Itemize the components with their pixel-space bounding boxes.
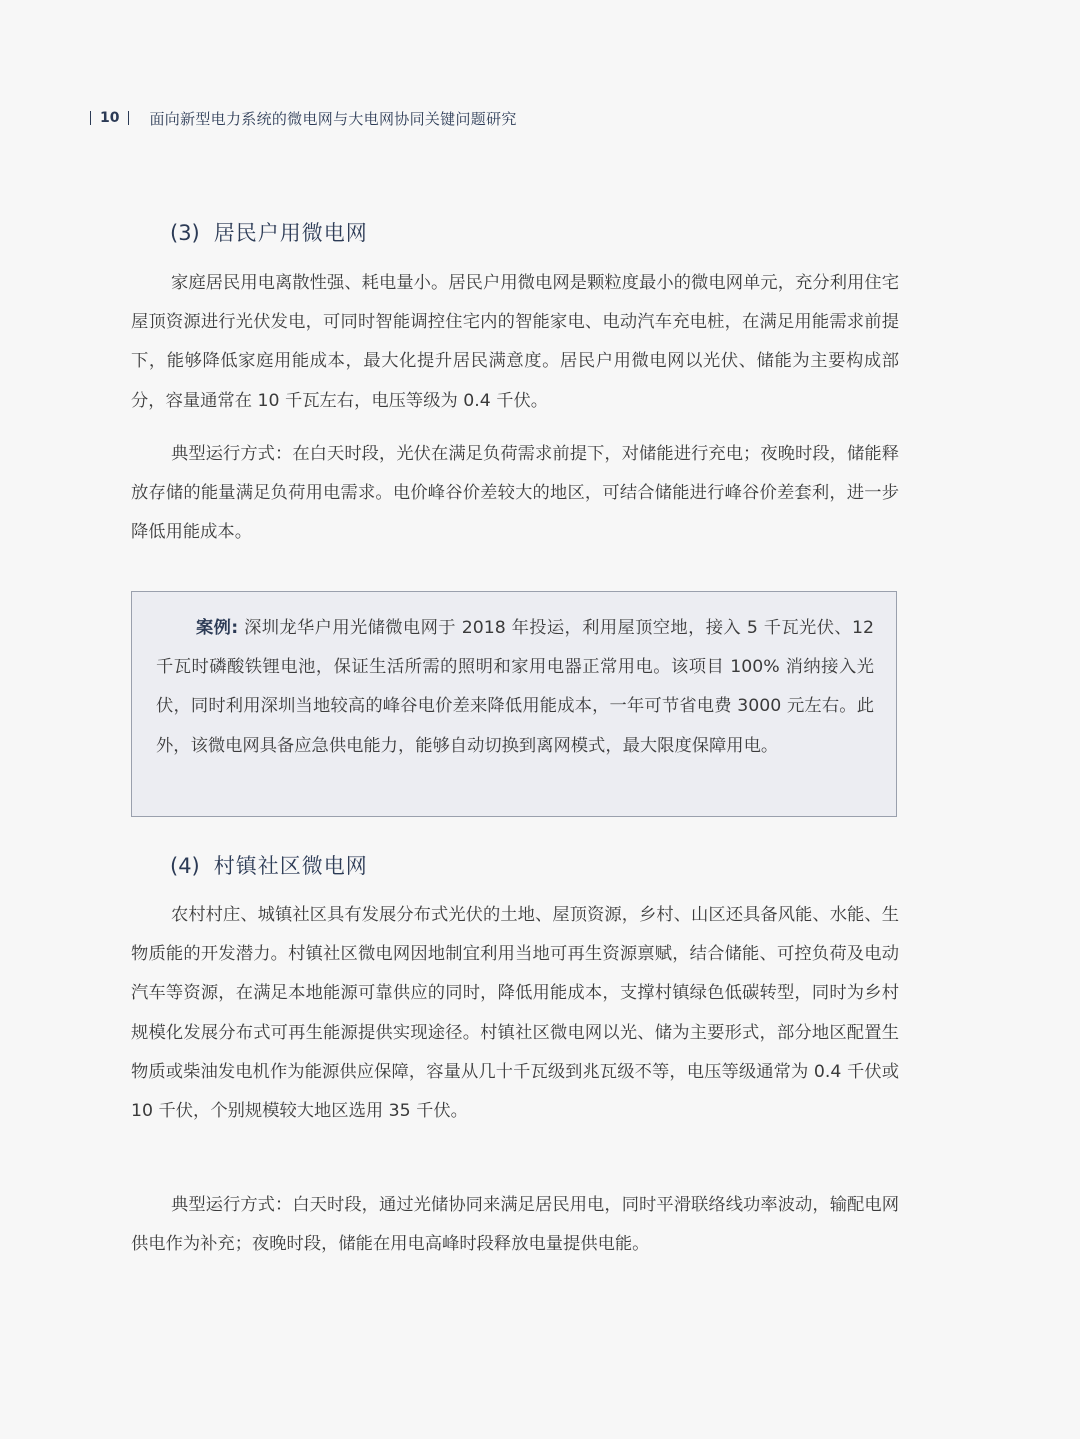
- header-divider-left: [90, 111, 91, 125]
- case-study-label: 案例:: [196, 618, 239, 638]
- section-4-title: 村镇社区微电网: [213, 854, 368, 878]
- header-divider-right: [128, 111, 129, 125]
- section-4-paragraph-1: 农村村庄、城镇社区具有发展分布式光伏的土地、屋顶资源，乡村、山区还具备风能、水能、生物质能的开发潜力。村镇社区微电网因地制宜利用当地可再生资源禀赋，结合储能、可控负荷及电动汽车等资源，在满足本地能源可靠供应的同时，降低用能成本，支撑村镇绿色低碳转型，同时为乡村规模化发展分布式可再生能源提供实现途径。村镇社区微电网以光、储为主要形式，部分地区配置生物质或柴油发电机作为能源供应保障，容量从几十千瓦级到兆瓦级不等，电压等级通常为 0.4 千伏或 10 千伏，个别规模较大地区选用 35 千伏。: [131, 905, 899, 1122]
- header-title: 面向新型电力系统的微电网与大电网协同关键问题研究: [149, 109, 517, 128]
- section-3-title: 居民户用微电网: [213, 221, 368, 245]
- section-3-paragraph-2: 典型运行方式：在白天时段，光伏在满足负荷需求前提下，对储能进行充电；夜晚时段，储能释放存储的能量满足负荷用电需求。电价峰谷价差较大的地区，可结合储能进行峰谷价差套利，进一步降低用能成本。: [131, 444, 899, 543]
- section-4-heading: [170, 850, 368, 880]
- section-3-heading: [170, 217, 368, 247]
- case-study-text: [156, 609, 874, 766]
- running-header: [90, 104, 517, 132]
- section-3-paragraph-1: 家庭居民用电离散性强、耗电量小。居民户用微电网是颗粒度最小的微电网单元，充分利用住宅屋顶资源进行光伏发电，可同时智能调控住宅内的智能家电、电动汽车充电桩，在满足用能需求前提下，能够降低家庭用能成本，最大化提升居民满意度。居民户用微电网以光伏、储能为主要构成部分，容量通常在 10 千瓦左右，电压等级为 0.4 千伏。: [131, 273, 899, 411]
- page-number: 10: [100, 110, 120, 126]
- case-study-body: 深圳龙华户用光储微电网于 2018 年投运，利用屋顶空地，接入 5 千瓦光伏、12 千瓦时磷酸铁锂电池，保证生活所需的照明和家用电器正常用电。该项目 100% 消纳接入光伏，同时利用深圳当地较高的峰谷电价差来降低用能成本，一年可节省电费 3000 元左右。此外，该微电网具备应急供电能力，能够自动切换到离网模式，最大限度保障用电。: [156, 618, 874, 756]
- section-4-paragraph-2: 典型运行方式：白天时段，通过光储协同来满足居民用电，同时平滑联络线功率波动，输配电网供电作为补充；夜晚时段，储能在用电高峰时段释放电量提供电能。: [131, 1195, 899, 1255]
- section-3-number: (3): [170, 221, 200, 245]
- case-study-box: [131, 591, 897, 817]
- section-4-number: (4): [170, 854, 200, 878]
